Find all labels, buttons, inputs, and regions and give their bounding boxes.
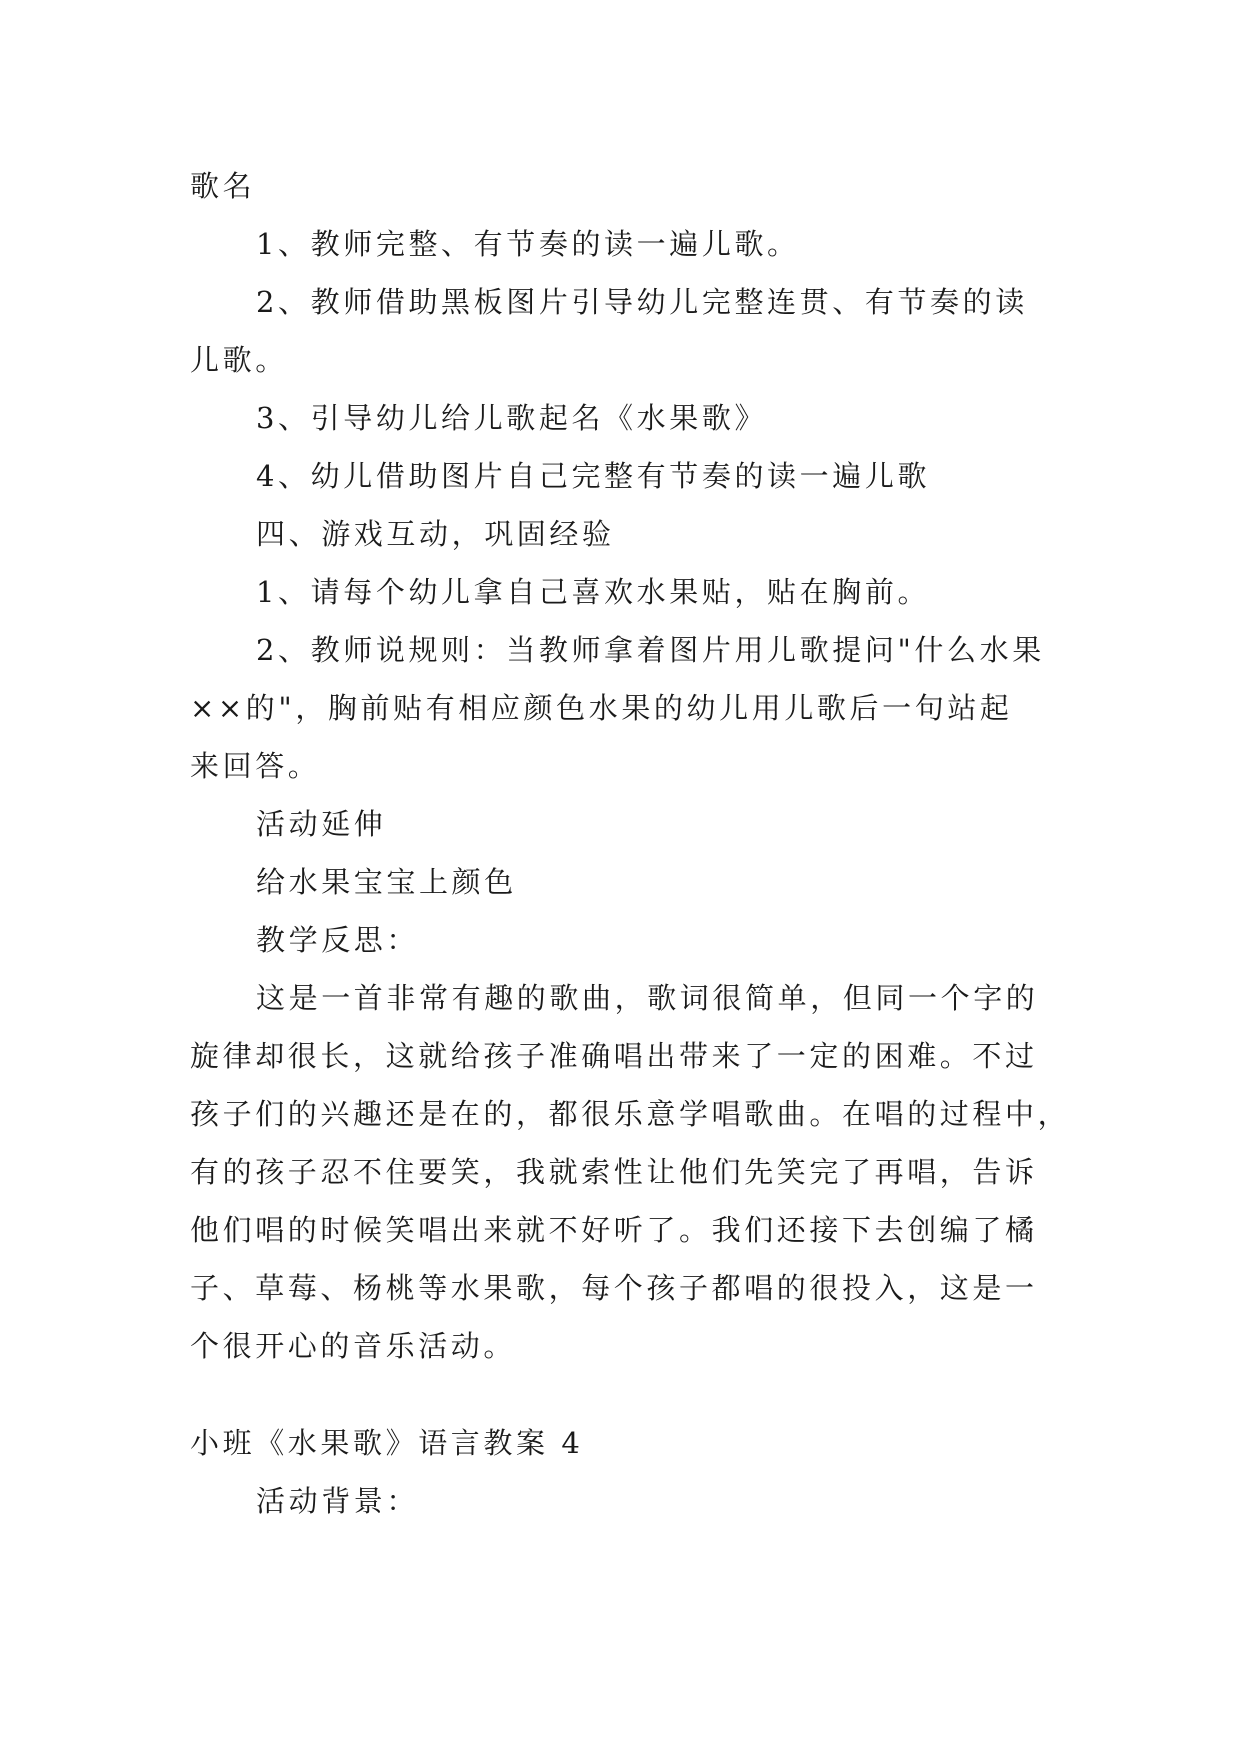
- text-line: 3、引导幼儿给儿歌起名《水果歌》: [256, 401, 768, 435]
- text-line: 孩子们的兴趣还是在的，都很乐意学唱歌曲。在唱的过程中，: [190, 1097, 1071, 1131]
- text-line: 他们唱的时候笑唱出来就不好听了。我们还接下去创编了橘: [190, 1213, 1038, 1247]
- text-line: 旋律却很长，这就给孩子准确唱出带来了一定的困难。不过: [190, 1039, 1038, 1073]
- section-heading: 四、游戏互动，巩固经验: [256, 517, 615, 551]
- section-heading: 教学反思：: [256, 923, 420, 957]
- text-line: 2、教师借助黑板图片引导幼儿完整连贯、有节奏的读: [256, 285, 1028, 319]
- text-line: 给水果宝宝上颜色: [256, 865, 517, 899]
- section-heading: 活动背景：: [256, 1484, 420, 1518]
- text-line: 1、请每个幼儿拿自己喜欢水果贴，贴在胸前。: [256, 575, 931, 609]
- text-line: 2、教师说规则：当教师拿着图片用儿歌提问"什么水果: [256, 633, 1045, 667]
- text-line: ××的"，胸前贴有相应颜色水果的幼儿用儿歌后一句站起: [190, 691, 1013, 725]
- section-heading: 活动延伸: [256, 807, 387, 841]
- text-line: 来回答。: [190, 749, 321, 783]
- text-line: 4、幼儿借助图片自己完整有节奏的读一遍儿歌: [256, 459, 931, 493]
- text-line: 1、教师完整、有节奏的读一遍儿歌。: [256, 227, 800, 261]
- text-line: 歌名: [190, 169, 256, 203]
- document-title: 小班《水果歌》语言教案 4: [190, 1426, 584, 1460]
- text-line: 这是一首非常有趣的歌曲，歌词很简单，但同一个字的: [256, 981, 1039, 1015]
- text-line: 儿歌。: [190, 343, 288, 377]
- text-line: 有的孩子忍不住要笑，我就索性让他们先笑完了再唱，告诉: [190, 1155, 1038, 1189]
- text-line: 子、草莓、杨桃等水果歌，每个孩子都唱的很投入，这是一: [190, 1271, 1038, 1305]
- text-line: 个很开心的音乐活动。: [190, 1329, 517, 1363]
